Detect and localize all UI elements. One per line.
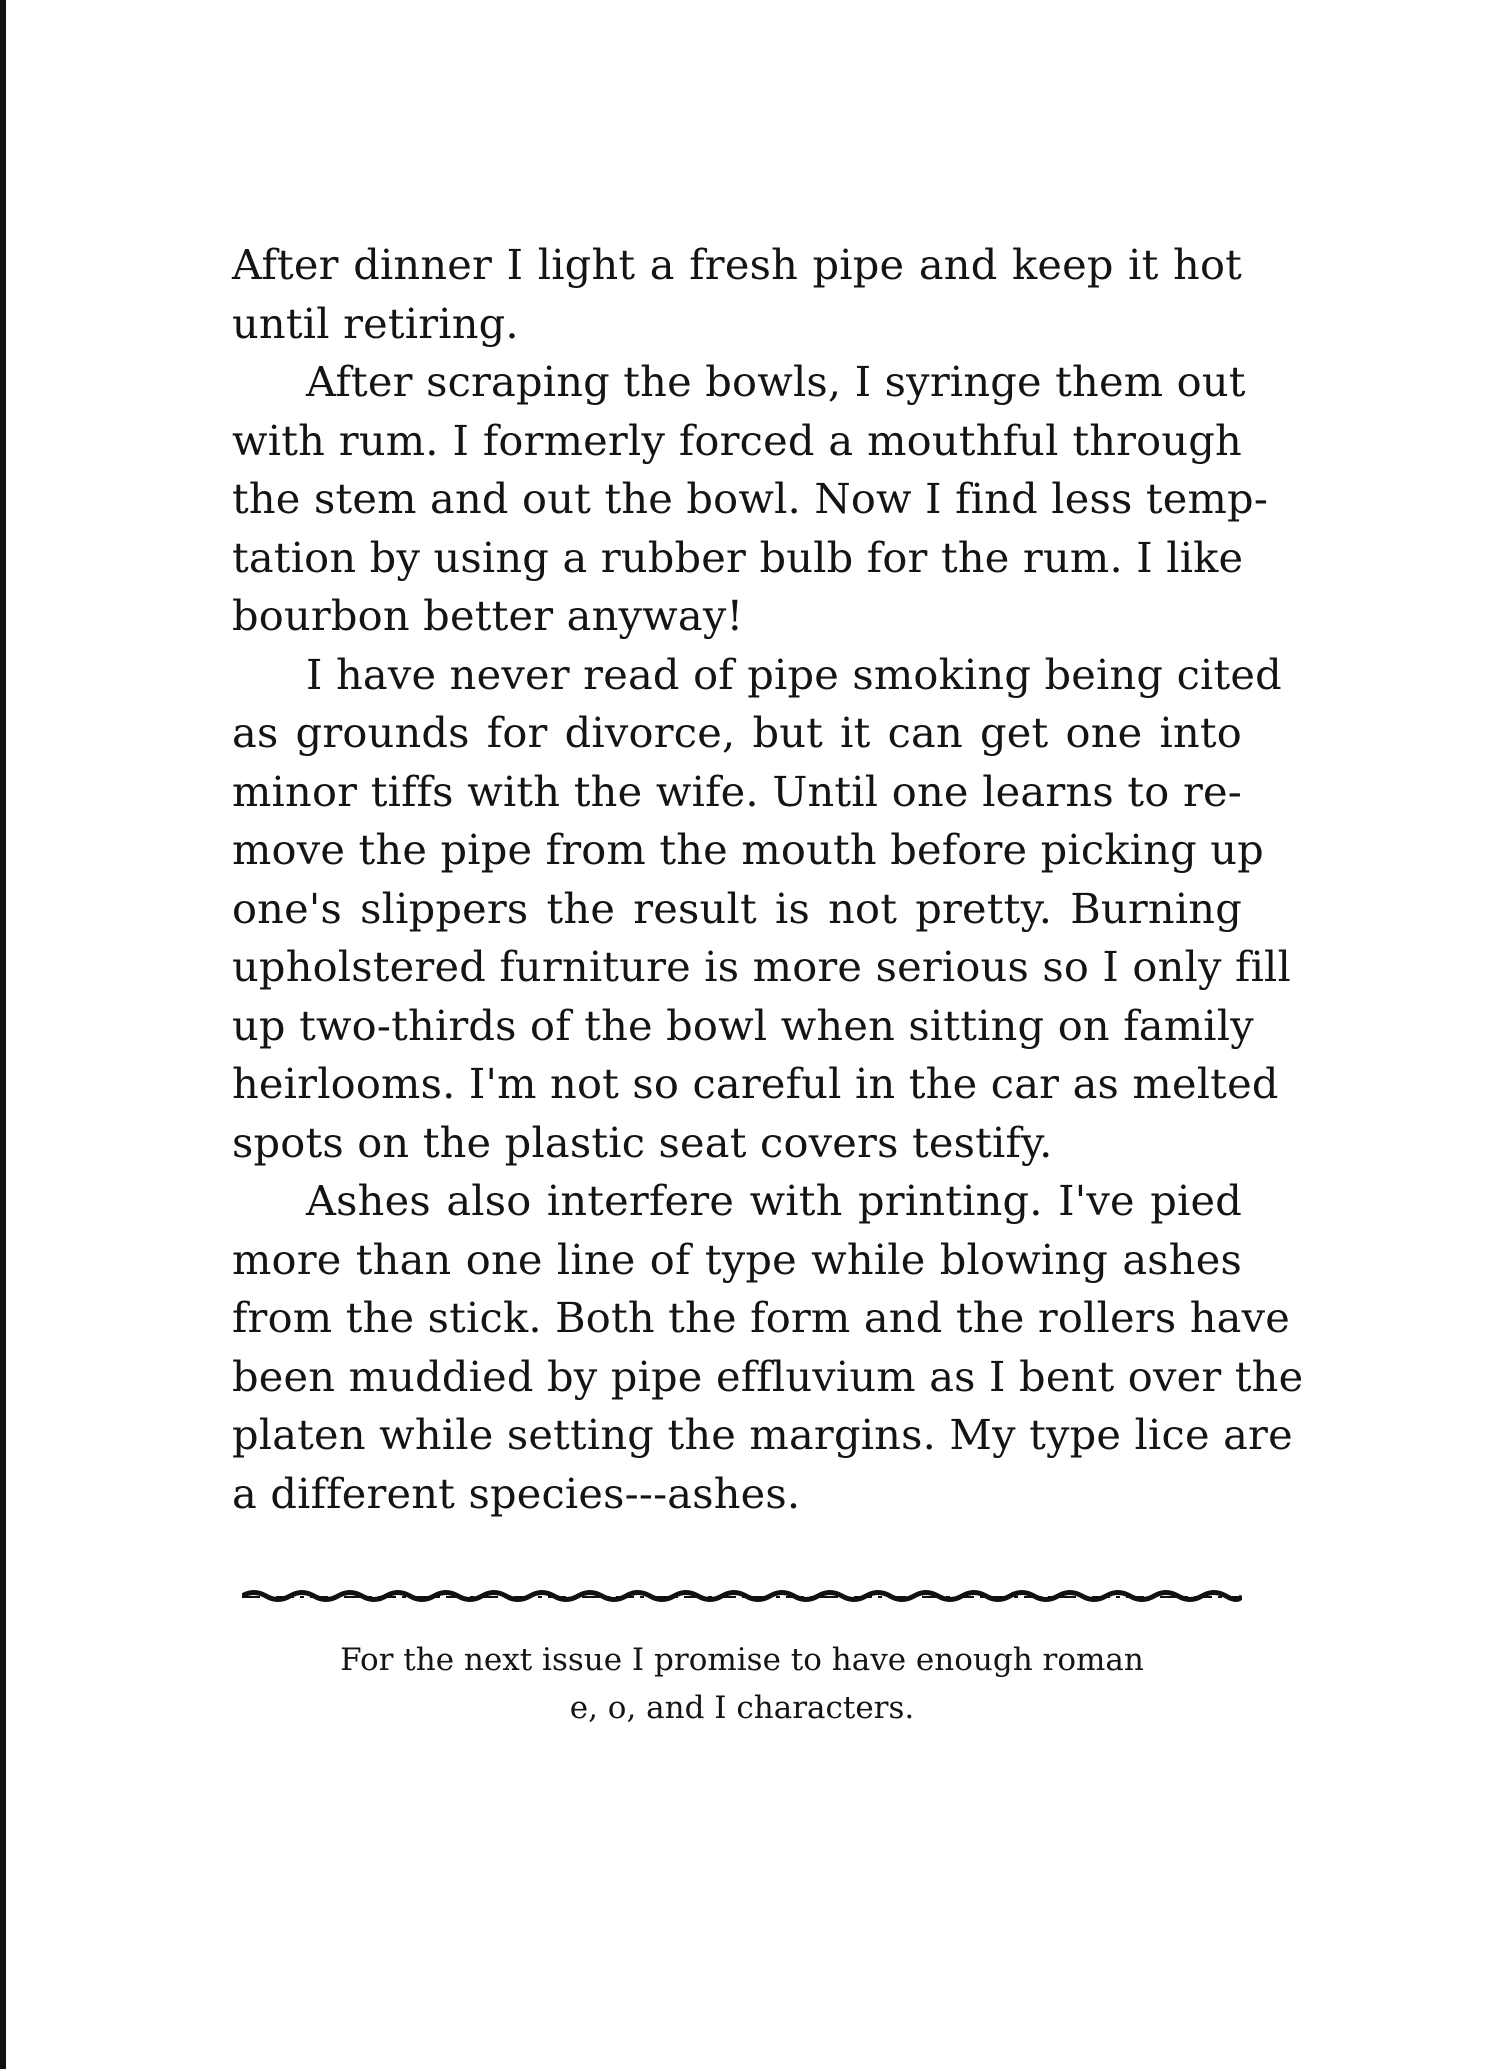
- ornamental-rule: [242, 1586, 1242, 1604]
- body-text: [232, 236, 1304, 1523]
- text-line: upholstered furniture is more serious so I only fill: [232, 942, 1292, 991]
- footnote-line: e, o, and I characters.: [569, 1690, 915, 1726]
- text-line: a different species---ashes.: [232, 1468, 801, 1518]
- text-line: been muddied by pipe effluvium as I bent over the: [232, 1351, 1304, 1401]
- text-line: the stem and out the bowl. Now I find less temp-: [232, 474, 1269, 523]
- text-line: move the pipe from the mouth before picking up: [232, 825, 1264, 874]
- text-line: After scraping the bowls, I syringe them out: [306, 357, 1246, 406]
- footnote-line: For the next issue I promise to have enough roman: [340, 1642, 1144, 1678]
- text-line: platen while setting the margins. My type lice are: [232, 1410, 1293, 1459]
- text-line: spots on the plastic seat covers testify.: [232, 1117, 1053, 1167]
- text-line: from the stick. Both the form and the rollers have: [232, 1293, 1290, 1342]
- page-edge-rule: [0, 0, 6, 2069]
- text-line: Ashes also interfere with printing. I've pied: [306, 1176, 1242, 1225]
- text-line: bourbon better anyway!: [232, 591, 744, 640]
- text-line: heirlooms. I'm not so careful in the car as melted: [232, 1059, 1279, 1108]
- text-line: tation by using a rubber bulb for the rum. I like: [232, 532, 1244, 582]
- text-line: up two-thirds of the bowl when sitting on family: [232, 1000, 1254, 1050]
- text-line: until retiring.: [232, 298, 519, 348]
- text-line: with rum. I formerly forced a mouthful through: [232, 415, 1242, 465]
- footnote: [242, 1636, 1242, 1732]
- text-line: After dinner I light a fresh pipe and keep it hot: [232, 240, 1242, 289]
- text-line: one's slippers the result is not pretty. Burning: [232, 883, 1242, 933]
- text-line: I have never read of pipe smoking being cited: [306, 649, 1282, 699]
- text-line: minor tiffs with the wife. Until one learns to re-: [232, 766, 1242, 816]
- text-line: more than one line of type while blowing ashes: [232, 1234, 1242, 1284]
- text-line: as grounds for divorce, but it can get one into: [232, 708, 1242, 757]
